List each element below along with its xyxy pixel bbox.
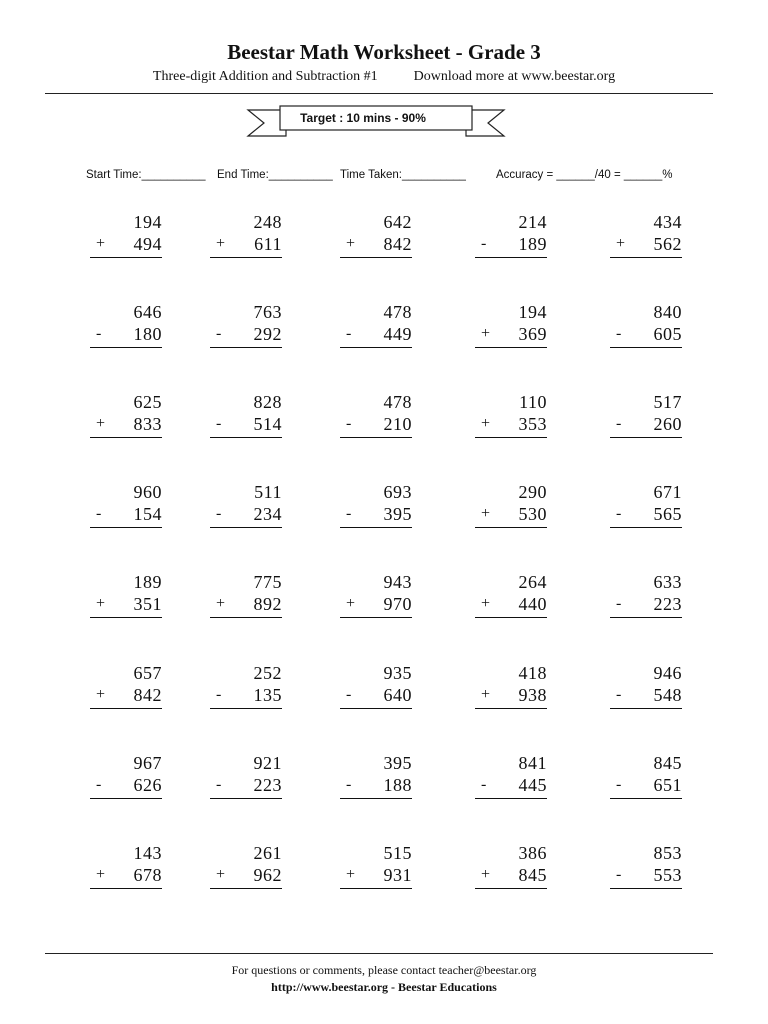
time-taken-field: Time Taken:__________ — [340, 169, 466, 181]
problem-operator: + — [616, 235, 626, 252]
math-problem — [475, 842, 547, 892]
problem-top-number: 633 — [653, 572, 682, 592]
problem-top-number: 840 — [653, 302, 682, 322]
problem-operator: - — [216, 325, 222, 342]
answer-line — [90, 257, 162, 258]
problem-top-number: 921 — [253, 753, 282, 773]
math-problem — [340, 752, 412, 802]
answer-line — [610, 617, 682, 618]
math-problem — [340, 391, 412, 441]
problem-top-number: 763 — [253, 302, 282, 322]
problem-bottom-number: 234 — [253, 504, 282, 524]
math-problem — [340, 842, 412, 892]
math-problem — [210, 662, 282, 712]
answer-line — [340, 798, 412, 799]
math-problem — [90, 842, 162, 892]
problem-operator: - — [346, 505, 352, 522]
math-problem — [340, 211, 412, 261]
problem-bottom-number: 548 — [653, 685, 682, 705]
answer-line — [210, 617, 282, 618]
problem-operator: - — [616, 415, 622, 432]
answer-line — [610, 347, 682, 348]
problem-top-number: 264 — [518, 572, 547, 592]
problem-top-number: 478 — [383, 392, 412, 412]
problem-top-number: 511 — [254, 482, 282, 502]
answer-line — [340, 617, 412, 618]
problem-operator: - — [481, 235, 487, 252]
problem-top-number: 943 — [383, 572, 412, 592]
math-problem — [475, 391, 547, 441]
problem-bottom-number: 611 — [254, 234, 282, 254]
problem-bottom-number: 188 — [383, 775, 412, 795]
problem-top-number: 214 — [518, 212, 547, 232]
problem-operator: + — [481, 686, 491, 703]
problem-operator: + — [96, 866, 106, 883]
worksheet-title: Beestar Math Worksheet - Grade 3 — [227, 40, 541, 64]
problem-top-number: 775 — [253, 572, 282, 592]
problem-operator: + — [96, 595, 106, 612]
footer-site: http://www.beestar.org - Beestar Educations — [271, 980, 497, 994]
problem-operator: + — [216, 866, 226, 883]
answer-line — [475, 708, 547, 709]
problem-bottom-number: 938 — [518, 685, 547, 705]
answer-line — [340, 347, 412, 348]
problem-operator: + — [481, 866, 491, 883]
problem-operator: + — [216, 595, 226, 612]
math-problem — [340, 662, 412, 712]
problem-top-number: 625 — [133, 392, 162, 412]
problem-operator: + — [481, 595, 491, 612]
answer-line — [210, 437, 282, 438]
subtitle-topic: Three-digit Addition and Subtraction #1 — [152, 69, 378, 84]
problem-bottom-number: 833 — [133, 414, 162, 434]
problem-bottom-number: 565 — [653, 504, 682, 524]
math-problem — [90, 662, 162, 712]
math-problem — [90, 211, 162, 261]
answer-line — [610, 437, 682, 438]
math-problem — [475, 481, 547, 531]
answer-line — [340, 437, 412, 438]
subtitle-download: Download more at www.beestar.org — [413, 69, 616, 84]
problem-bottom-number: 135 — [253, 685, 282, 705]
problem-operator: - — [216, 686, 222, 703]
problem-bottom-number: 970 — [383, 594, 412, 614]
problem-bottom-number: 651 — [653, 775, 682, 795]
problem-bottom-number: 514 — [253, 414, 282, 434]
footer-contact: For questions or comments, please contact teacher@beestar.org — [231, 963, 537, 977]
answer-line — [475, 617, 547, 618]
math-problem — [610, 481, 682, 531]
problem-top-number: 515 — [383, 843, 412, 863]
accuracy-field: Accuracy = ______/40 = ______% — [496, 169, 673, 181]
problem-top-number: 845 — [653, 753, 682, 773]
answer-line — [340, 888, 412, 889]
answer-line — [475, 437, 547, 438]
problem-operator: - — [616, 595, 622, 612]
answer-line — [475, 347, 547, 348]
answer-line — [90, 798, 162, 799]
math-problem — [210, 301, 282, 351]
problem-top-number: 967 — [133, 753, 162, 773]
problem-operator: + — [346, 235, 356, 252]
problem-operator: + — [481, 505, 491, 522]
problem-operator: - — [616, 866, 622, 883]
problem-operator: - — [96, 325, 102, 342]
answer-line — [610, 798, 682, 799]
math-problem — [610, 301, 682, 351]
header-divider — [45, 93, 713, 94]
problem-top-number: 261 — [253, 843, 282, 863]
problem-bottom-number: 553 — [653, 865, 682, 885]
problem-bottom-number: 445 — [518, 775, 547, 795]
problem-top-number: 646 — [133, 302, 162, 322]
problem-bottom-number: 962 — [253, 865, 282, 885]
problem-operator: - — [616, 686, 622, 703]
math-problem — [610, 752, 682, 802]
math-problem — [90, 752, 162, 802]
problem-top-number: 828 — [253, 392, 282, 412]
target-label: Target : 10 mins - 90% — [300, 111, 426, 125]
problem-operator: + — [346, 866, 356, 883]
answer-line — [475, 257, 547, 258]
worksheet-subtitle — [0, 69, 768, 85]
answer-line — [210, 888, 282, 889]
math-problem — [210, 842, 282, 892]
problem-top-number: 671 — [653, 482, 682, 502]
problem-bottom-number: 842 — [133, 685, 162, 705]
problem-operator: - — [346, 776, 352, 793]
problem-top-number: 657 — [133, 663, 162, 683]
math-problem — [475, 662, 547, 712]
problem-bottom-number: 494 — [133, 234, 162, 254]
answer-line — [475, 798, 547, 799]
problem-top-number: 693 — [383, 482, 412, 502]
problem-bottom-number: 626 — [133, 775, 162, 795]
answer-line — [210, 708, 282, 709]
problem-operator: - — [346, 325, 352, 342]
math-problem — [475, 211, 547, 261]
math-problem — [340, 301, 412, 351]
problem-bottom-number: 369 — [518, 324, 547, 344]
answer-line — [610, 708, 682, 709]
math-problem — [210, 391, 282, 441]
answer-line — [610, 257, 682, 258]
answer-line — [90, 437, 162, 438]
problem-top-number: 290 — [518, 482, 547, 502]
problem-operator: + — [481, 325, 491, 342]
problem-bottom-number: 395 — [383, 504, 412, 524]
problem-top-number: 935 — [383, 663, 412, 683]
math-problem — [210, 481, 282, 531]
answer-line — [210, 527, 282, 528]
problem-bottom-number: 292 — [253, 324, 282, 344]
math-problem — [475, 752, 547, 802]
answer-line — [610, 888, 682, 889]
answer-line — [210, 798, 282, 799]
problem-top-number: 110 — [519, 392, 547, 412]
problem-bottom-number: 189 — [518, 234, 547, 254]
problem-bottom-number: 605 — [653, 324, 682, 344]
problem-top-number: 418 — [518, 663, 547, 683]
problem-top-number: 478 — [383, 302, 412, 322]
problem-bottom-number: 154 — [133, 504, 162, 524]
problem-operator: + — [481, 415, 491, 432]
problem-bottom-number: 845 — [518, 865, 547, 885]
answer-line — [610, 527, 682, 528]
problem-operator: - — [216, 776, 222, 793]
problem-bottom-number: 351 — [133, 594, 162, 614]
problem-top-number: 189 — [133, 572, 162, 592]
problem-bottom-number: 530 — [518, 504, 547, 524]
math-problem — [210, 211, 282, 261]
problem-top-number: 386 — [518, 843, 547, 863]
problem-bottom-number: 842 — [383, 234, 412, 254]
problem-bottom-number: 353 — [518, 414, 547, 434]
problem-top-number: 395 — [383, 753, 412, 773]
math-problem — [340, 481, 412, 531]
problem-top-number: 946 — [653, 663, 682, 683]
problem-top-number: 642 — [383, 212, 412, 232]
math-problem — [610, 391, 682, 441]
math-problem — [90, 301, 162, 351]
answer-line — [475, 888, 547, 889]
problem-bottom-number: 562 — [653, 234, 682, 254]
problem-top-number: 517 — [653, 392, 682, 412]
answer-line — [340, 527, 412, 528]
math-problem — [610, 662, 682, 712]
problem-operator: - — [481, 776, 487, 793]
problem-top-number: 143 — [133, 843, 162, 863]
problem-bottom-number: 892 — [253, 594, 282, 614]
problem-top-number: 194 — [133, 212, 162, 232]
problem-bottom-number: 678 — [133, 865, 162, 885]
problem-operator: + — [346, 595, 356, 612]
problem-operator: - — [96, 505, 102, 522]
math-problem — [475, 301, 547, 351]
answer-line — [340, 708, 412, 709]
problem-top-number: 853 — [653, 843, 682, 863]
problem-operator: + — [216, 235, 226, 252]
end-time-field: End Time:__________ — [217, 169, 333, 181]
problem-bottom-number: 210 — [383, 414, 412, 434]
footer-divider — [45, 953, 713, 954]
answer-line — [90, 347, 162, 348]
math-problem — [210, 571, 282, 621]
problem-operator: - — [96, 776, 102, 793]
math-problem — [610, 571, 682, 621]
problem-operator: - — [216, 505, 222, 522]
problem-operator: + — [96, 235, 106, 252]
answer-line — [90, 527, 162, 528]
answer-line — [340, 257, 412, 258]
problem-operator: - — [346, 686, 352, 703]
math-problem — [475, 571, 547, 621]
math-problem — [610, 842, 682, 892]
problem-bottom-number: 223 — [253, 775, 282, 795]
problem-operator: + — [96, 686, 106, 703]
problem-operator: - — [346, 415, 352, 432]
problem-top-number: 248 — [253, 212, 282, 232]
problem-bottom-number: 640 — [383, 685, 412, 705]
problem-top-number: 194 — [518, 302, 547, 322]
problem-bottom-number: 260 — [653, 414, 682, 434]
answer-line — [90, 888, 162, 889]
math-problem — [90, 391, 162, 441]
problem-operator: - — [216, 415, 222, 432]
problem-top-number: 252 — [253, 663, 282, 683]
math-problem — [610, 211, 682, 261]
problem-bottom-number: 223 — [653, 594, 682, 614]
problem-top-number: 960 — [133, 482, 162, 502]
problem-bottom-number: 931 — [383, 865, 412, 885]
answer-line — [90, 617, 162, 618]
answer-line — [210, 257, 282, 258]
problem-operator: - — [616, 776, 622, 793]
math-problem — [340, 571, 412, 621]
problem-top-number: 434 — [653, 212, 682, 232]
problem-operator: - — [616, 325, 622, 342]
problem-top-number: 841 — [518, 753, 547, 773]
problem-operator: + — [96, 415, 106, 432]
problem-bottom-number: 449 — [383, 324, 412, 344]
answer-line — [90, 708, 162, 709]
math-problem — [210, 752, 282, 802]
start-time-field: Start Time:__________ — [86, 169, 206, 181]
problem-bottom-number: 180 — [133, 324, 162, 344]
problem-bottom-number: 440 — [518, 594, 547, 614]
math-problem — [90, 481, 162, 531]
answer-line — [475, 527, 547, 528]
answer-line — [210, 347, 282, 348]
problem-operator: - — [616, 505, 622, 522]
math-problem — [90, 571, 162, 621]
